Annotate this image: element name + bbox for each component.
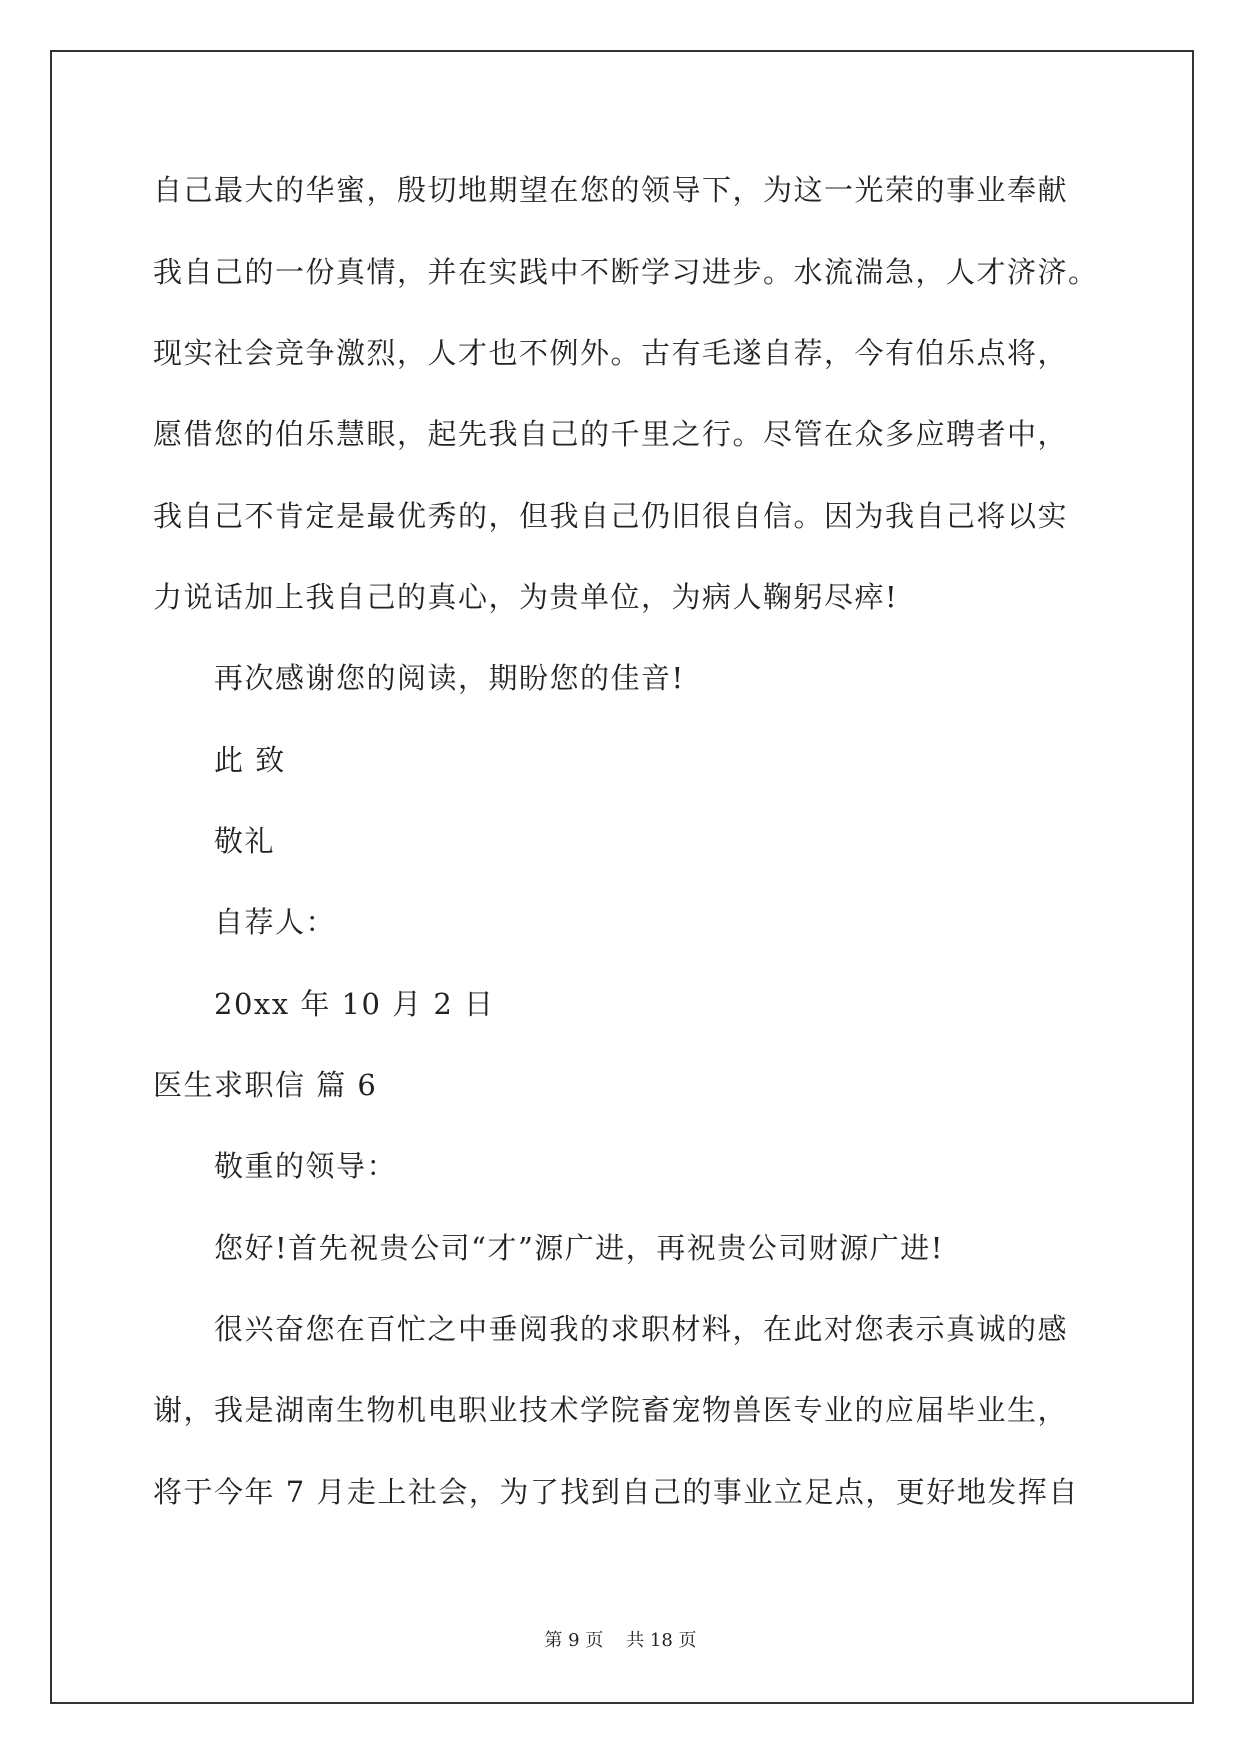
salutation-jingli: 敬礼 [214, 824, 276, 858]
body-line: 我自己不肯定是最优秀的，但我自己仍旧很自信。因为我自己将以实 [153, 499, 1069, 533]
body-line: 自己最大的华蜜，殷切地期望在您的领导下，为这一光荣的事业奉献 [153, 173, 1069, 207]
body-line: 很兴奋您在百忙之中垂阅我的求职材料，在此对您表示真诚的感 [214, 1312, 1069, 1346]
greeting: 敬重的领导： [214, 1149, 398, 1183]
body-line: 愿借您的伯乐慧眼，起先我自己的千里之行。尽管在众多应聘者中， [153, 417, 1069, 451]
section-heading: 医生求职信 篇 6 [153, 1068, 378, 1102]
page-border [50, 50, 1194, 1704]
body-line: 将于今年 7 月走上社会，为了找到自己的事业立足点，更好地发挥自 [153, 1475, 1079, 1509]
letter-date: 20xx 年 10 月 2 日 [214, 987, 495, 1021]
body-line: 力说话加上我自己的真心，为贵单位，为病人鞠躬尽瘁! [153, 580, 899, 614]
body-line: 谢，我是湖南生物机电职业技术学院畜宠物兽医专业的应届毕业生， [153, 1393, 1069, 1427]
body-line: 我自己的一份真情，并在实践中不断学习进步。水流湍急，人才济济。 [153, 255, 1099, 289]
page-number-footer: 第 9 页 共 18 页 [544, 1630, 697, 1651]
salutation-cizhi: 此 致 [214, 743, 286, 777]
body-line: 您好!首先祝贵公司“才”源广进，再祝贵公司财源广进! [214, 1231, 944, 1265]
signature-label: 自荐人： [214, 905, 337, 939]
closing-thanks: 再次感谢您的阅读，期盼您的佳音! [214, 661, 685, 695]
body-line: 现实社会竞争激烈，人才也不例外。古有毛遂自荐，今有伯乐点将， [153, 336, 1069, 370]
